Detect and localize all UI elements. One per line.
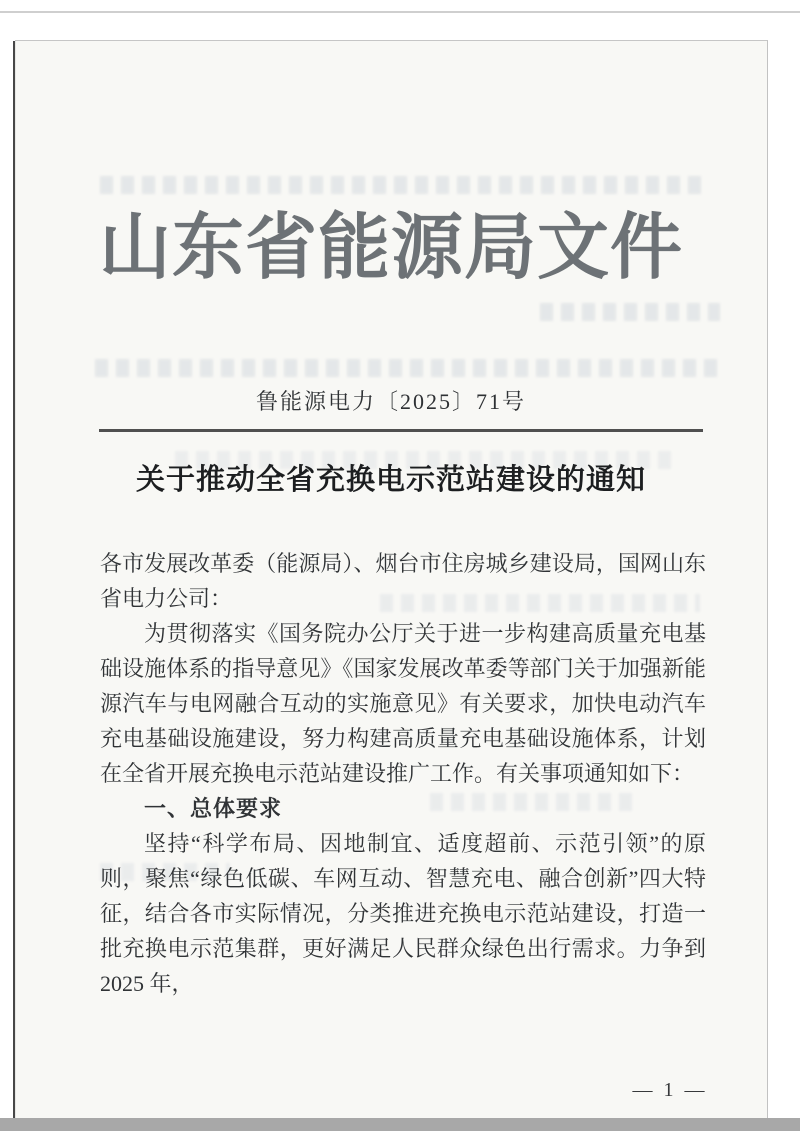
letterhead-rule <box>99 429 703 432</box>
document-number: 鲁能源电力〔2025〕71号 <box>255 389 526 414</box>
scanner-edge-line <box>0 11 800 13</box>
section-heading: 一、总体要求 <box>144 796 283 821</box>
page-left-edge-shadow <box>13 41 15 1119</box>
bleedthrough-text <box>95 359 720 377</box>
intro-paragraph: 为贯彻落实《国务院办公厅关于进一步构建高质量充电基础设施体系的指导意见》《国家发展改革委等部门关于加强新能源汽车与电网融合互动的实施意见》有关要求，加快电动汽车充电基础设施建设，努力构建高质量充电基础设施体系，计划在全省开展充换电示范站建设推广工作。有关事项通知如下： <box>100 621 706 786</box>
notice-title: 关于推动全省充换电示范站建设的通知 <box>135 464 646 496</box>
bleedthrough-text <box>540 303 720 321</box>
document-body <box>100 546 706 1001</box>
document-page <box>15 40 768 1119</box>
salutation-line: 各市发展改革委（能源局）、烟台市住房城乡建设局，国网山东省电力公司： <box>100 551 706 611</box>
agency-letterhead: 山东省能源局文件 <box>98 208 683 288</box>
section-paragraph: 坚持“科学布局、因地制宜、适度超前、示范引领”的原则，聚焦“绿色低碳、车网互动、智慧充电、融合创新”四大特征，结合各市实际情况，分类推进充换电示范站建设，打造一批充换电示范集群，更好满足人民群众绿色出行需求。力争到 2025 年， <box>100 831 706 996</box>
page-number: — 1 — <box>632 1079 708 1101</box>
bleedthrough-text <box>100 176 705 194</box>
scan-bottom-edge <box>0 1118 800 1131</box>
